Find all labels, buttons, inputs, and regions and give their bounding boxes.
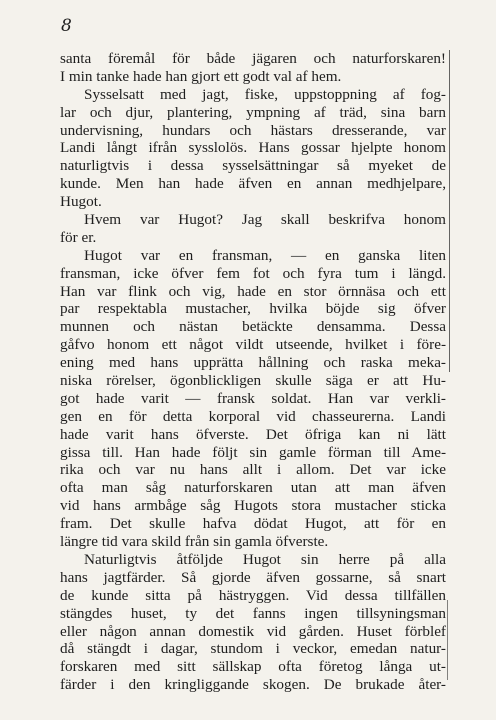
text-line: Sysselsatt med jagt, fiske, uppstoppning af fog-	[84, 85, 446, 103]
text-line: rika och var nu hans allt i allom. Det var icke	[60, 461, 446, 479]
text-line: hade varit hans öfverste. Det öfriga kan ni lätt	[60, 425, 446, 443]
text-line: kunde. Men han hade äfven en annan medhjelpare,	[60, 175, 446, 193]
text-line: par respektabla mustacher, hvilka böjde sig öfver	[60, 300, 446, 318]
text-line: forskaren med sitt sällskap ofta företog långa ut-	[60, 658, 446, 676]
text-line: lar och djur, plantering, ympning af träd, sina barn	[60, 103, 446, 121]
text-line: längre tid vara skild från sin gamla öfverste.	[60, 533, 329, 551]
text-line: då stängdt i dagar, stundom i veckor, emedan natur-	[60, 640, 446, 658]
text-line: Landi långt ifrån sysslolös. Hans gossar hjelpte honom	[60, 139, 446, 157]
text-line: Naturligtvis åtföljde Hugot sin herre på alla	[84, 550, 446, 568]
text-line: gissa till. Han hade följt sin gamle förman till Ame-	[60, 443, 446, 461]
text-line: got hade varit — fransk soldat. Han var verkli-	[60, 389, 446, 407]
text-line: niska rörelser, ögonblickligen skulle säga er att Hu-	[60, 372, 446, 390]
text-line: färder i den kringliggande skogen. De brukade åter-	[60, 676, 446, 694]
text-line: gåfvo honom ett något vildt utseende, hvilket i före-	[60, 336, 446, 354]
text-line: Han var flink och vig, hade en stor örnnäsa och ett	[60, 282, 446, 300]
margin-rule-lower	[447, 600, 448, 680]
text-line: de kunde sitta på hästryggen. Vid dessa tillfällen	[60, 586, 446, 604]
text-line: Hvem var Hugot? Jag skall beskrifva honom	[84, 211, 446, 229]
text-line: gen en för detta korporal vid chasseurerna. Landi	[60, 407, 446, 425]
body-text	[60, 50, 446, 694]
text-line: stängdes huset, ty det fanns ingen tillsyningsman	[60, 604, 446, 622]
text-line: munnen och nästan betäckte densamma. Dessa	[60, 318, 446, 336]
text-line: ening med hans upprätta hållning och raska meka-	[60, 354, 446, 372]
text-line: I min tanke hade han gjort ett godt val af hem.	[60, 67, 342, 85]
text-line: hans jagtfärder. Så gjorde äfven gossarne, så snart	[60, 568, 446, 586]
text-line: eller någon annan domestik vid gården. Huset förblef	[60, 622, 446, 640]
text-line: fransman, icke öfver fem fot och fyra tum i längd.	[60, 264, 446, 282]
margin-rule	[449, 50, 450, 372]
text-line: Hugot.	[60, 193, 102, 211]
page-number: 8	[61, 16, 72, 36]
text-line: vid hans armbåge såg Hugots stora mustacher sticka	[60, 497, 446, 515]
text-line: ofta man såg naturforskaren utan att man äfven	[60, 479, 446, 497]
text-line: naturligtvis i dessa sysselsättningar så myeket de	[60, 157, 446, 175]
text-line: Hugot var en fransman, — en ganska liten	[84, 246, 446, 264]
text-line: santa föremål för både jägaren och naturforskaren!	[60, 50, 446, 67]
text-line: undervisning, hundars och hästars dresserande, var	[60, 121, 446, 139]
text-line: fram. Det skulle hafva dödat Hugot, att för en	[60, 515, 446, 533]
text-line: för er.	[60, 228, 97, 246]
